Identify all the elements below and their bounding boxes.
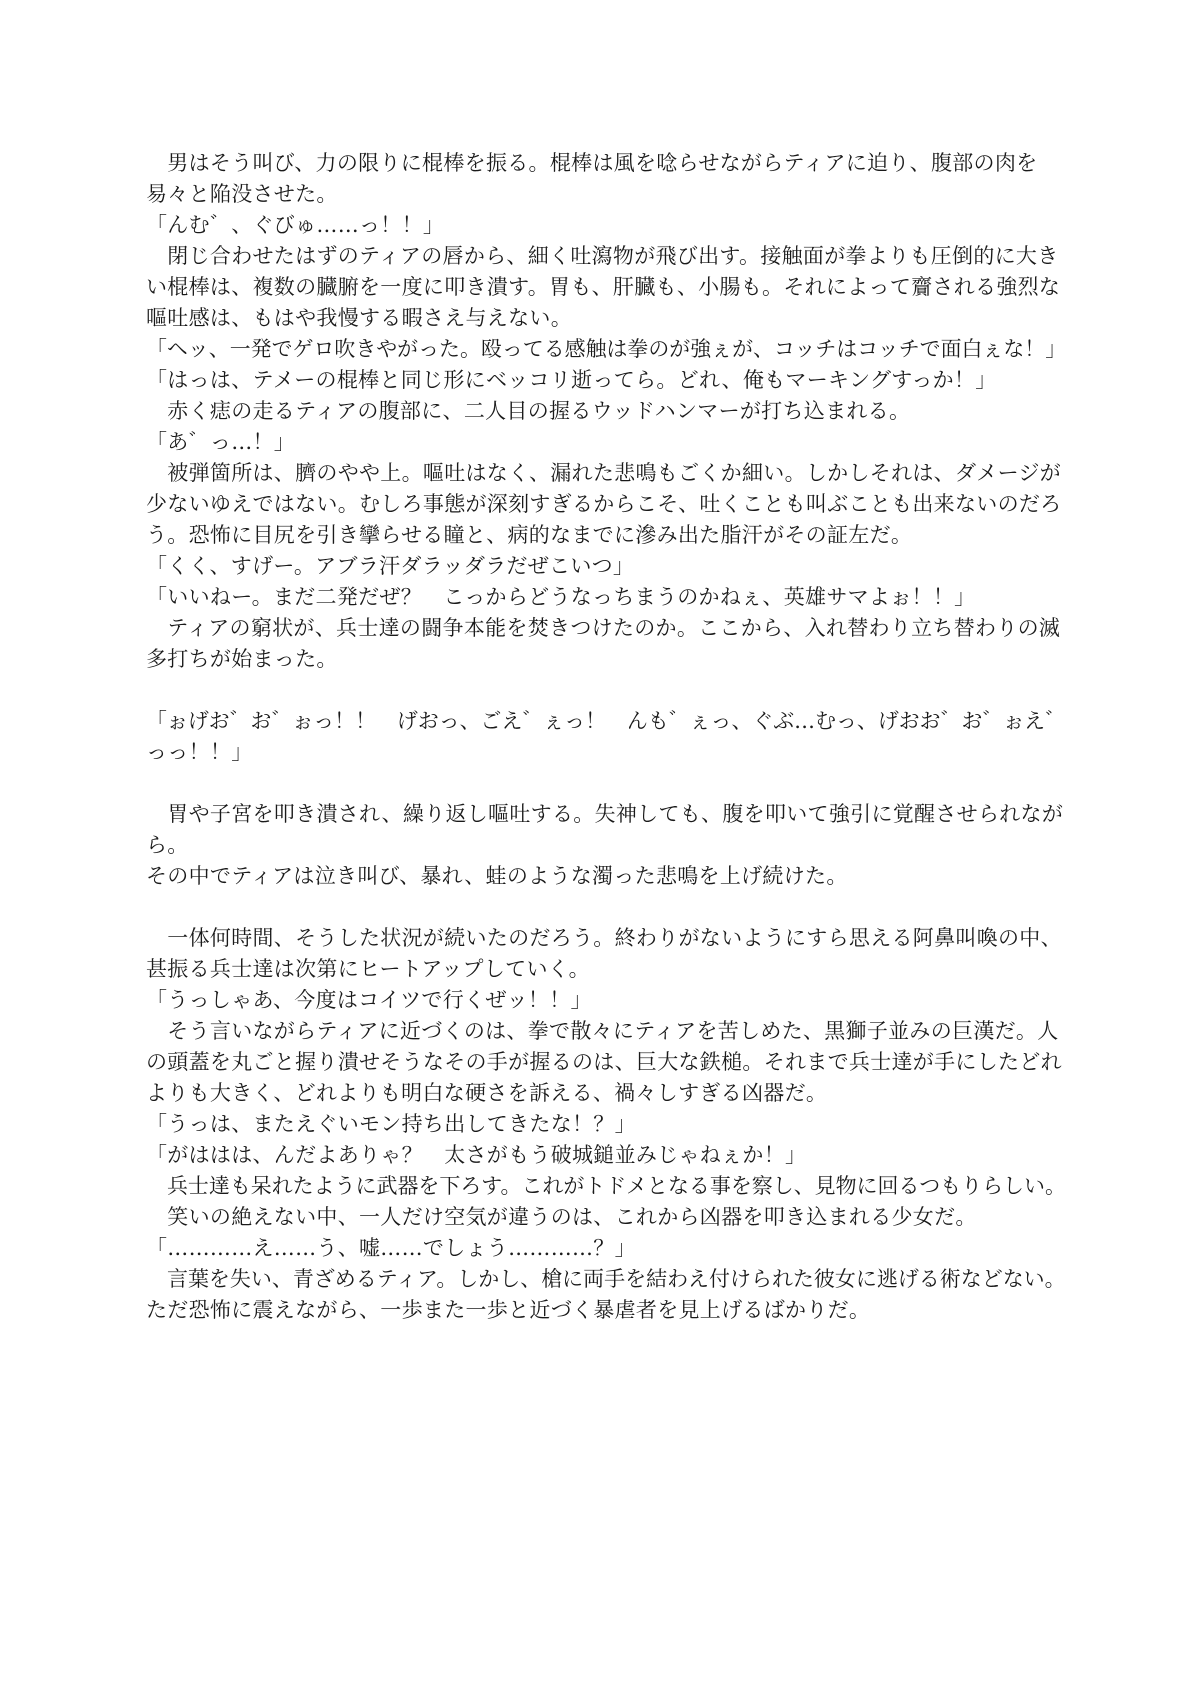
text-line: 言葉を失い、青ざめるティア。しかし、槍に両手を結わえ付けられた彼女に逃げる術などない。 (146, 1267, 1066, 1291)
text-line: 胃や子宮を叩き潰され、繰り返し嘔吐する。失神しても、腹を叩いて強引に覚醒させられなが (146, 802, 1064, 826)
text-line: 笑いの絶えない中、一人だけ空気が違うのは、これから凶器を叩き込まれる少女だ。 (146, 1205, 977, 1229)
text-line: 「いいねー。まだ二発だぜ？ こっからどうなっちまうのかねぇ、英雄サマよぉ！！」 (146, 585, 976, 609)
text-line: 嘔吐感は、もはや我慢する暇さえ与えない。 (146, 306, 572, 330)
text-line: ティアの窮状が、兵士達の闘争本能を焚きつけたのか。ここから、入れ替わり立ち替わりの滅 (146, 616, 1061, 640)
text-line: そう言いながらティアに近づくのは、拳で散々にティアを苦しめた、黒獅子並みの巨漢だ。人 (146, 1019, 1059, 1043)
text-line: 「はっは、テメーの棍棒と同じ形にベッコリ逝ってら。どれ、俺もマーキングすっか！」 (146, 368, 997, 392)
text-line: 多打ちが始まった。 (146, 647, 338, 671)
text-line: ただ恐怖に震えながら、一歩また一歩と近づく暴虐者を見上げるばかりだ。 (146, 1298, 871, 1322)
text-line: の頭蓋を丸ごと握り潰せそうなその手が握るのは、巨大な鉄槌。それまで兵士達が手にしたどれ (146, 1050, 1062, 1074)
text-line: っっ！！」 (146, 740, 253, 764)
text-line: 「がははは、んだよありゃ？ 太さがもう破城鎚並みじゃねぇか！」 (146, 1143, 807, 1167)
text-line: ら。 (146, 833, 189, 857)
text-line: 被弾箇所は、臍のやや上。嘔吐はなく、漏れた悲鳴もごくか細い。しかしそれは、ダメージが (146, 461, 1062, 485)
text-line: よりも大きく、どれよりも明白な硬さを訴える、禍々しすぎる凶器だ。 (146, 1081, 828, 1105)
text-line: 甚振る兵士達は次第にヒートアップしていく。 (146, 957, 590, 981)
body-text (146, 148, 1066, 1326)
text-line: 「くく、すげー。アブラ汗ダラッダラだぜこいつ」 (146, 554, 635, 578)
text-line: 「ヘッ、一発でゲロ吹きやがった。殴ってる感触は拳のが強ぇが、コッチはコッチで面白ぇな！」 (146, 337, 1067, 361)
text-line: 「うっしゃあ、今度はコイツで行くぜッ！！」 (146, 988, 592, 1012)
text-line: 男はそう叫び、力の限りに棍棒を振る。棍棒は風を唸らせながらティアに迫り、腹部の肉を (146, 151, 1038, 175)
text-line: 「うっは、またえぐいモン持ち出してきたな！？」 (146, 1112, 636, 1136)
text-line: い棍棒は、複数の臓腑を一度に叩き潰す。胃も、肝臓も、小腸も。それによって齎される強烈な (146, 275, 1061, 299)
text-line: 「ぉげお゛お゛ぉっ！！ げおっ、ごえ゛ぇっ！ んも゛ぇっ、ぐぶ…むっ、げおお゛お゛ぉえ゛ (146, 709, 1066, 733)
text-line: 赤く痣の走るティアの腹部に、二人目の握るウッドハンマーが打ち込まれる。 (146, 399, 911, 423)
text-line: 閉じ合わせたはずのティアの唇から、細く吐瀉物が飛び出す。接触面が拳よりも圧倒的に大き (146, 244, 1059, 268)
text-line: 少ないゆえではない。むしろ事態が深刻すぎるからこそ、吐くことも叫ぶことも出来ないのだろ (146, 492, 1062, 516)
blank-line (146, 768, 1066, 799)
text-line: 「んむ゛、ぐびゅ……っ！！」 (146, 213, 445, 237)
text-line: その中でティアは泣き叫び、暴れ、蛙のような濁った悲鳴を上げ続けた。 (146, 864, 848, 888)
text-line: 「あ゛っ…！」 (146, 430, 296, 454)
text-line: 「…………え……う、嘘……でしょう…………？」 (146, 1236, 636, 1260)
text-line: 易々と陥没させた。 (146, 182, 338, 206)
text-line: 一体何時間、そうした状況が続いたのだろう。終わりがないようにすら思える阿鼻叫喚の中、 (146, 926, 1062, 950)
blank-line (146, 675, 1066, 706)
text-line: 兵士達も呆れたように武器を下ろす。これがトドメとなる事を察し、見物に回るつもりらしい。 (146, 1174, 1066, 1198)
text-line: う。恐怖に目尻を引き攣らせる瞳と、病的なまでに滲み出た脂汗がその証左だ。 (146, 523, 913, 547)
blank-line (146, 892, 1066, 923)
